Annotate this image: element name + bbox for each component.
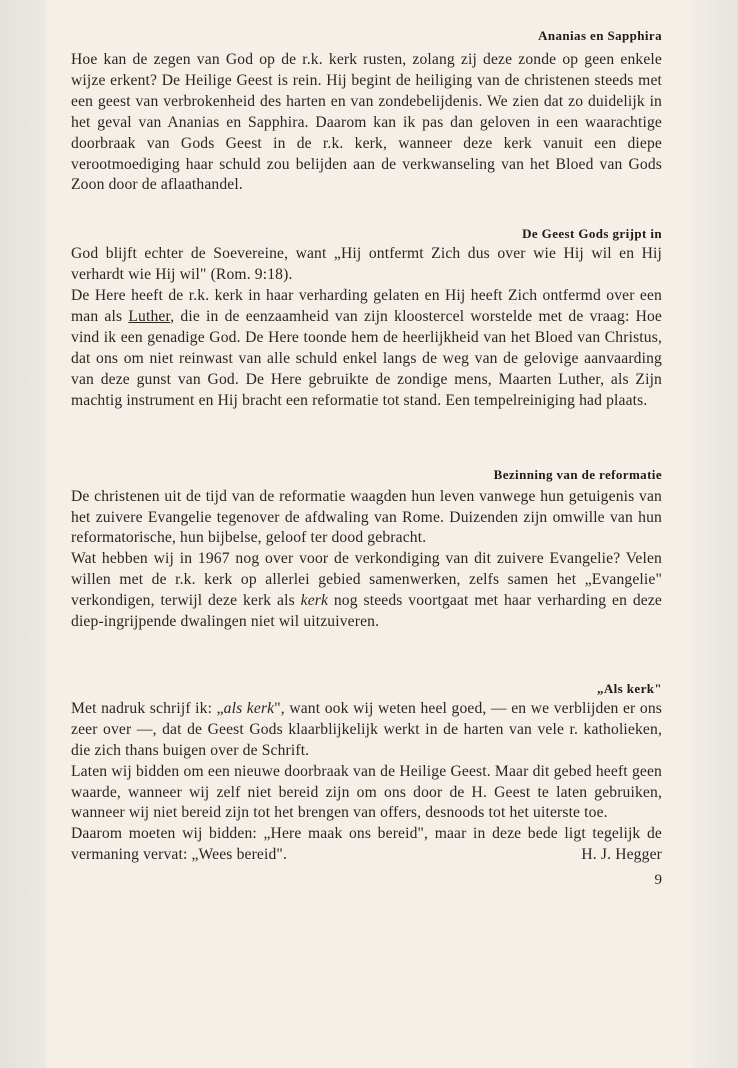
page-content: [71, 28, 662, 889]
paragraph: Hoe kan de zegen van God op de r.k. kerk rusten, zolang zij deze zonde op geen enkele wijze erkent? De Heilige Geest is rein. Hij begint de heiliging van de christenen steeds met een geest van verbrokenheid des harten en van zondebelijdenis. We zien dat zo duidelijk in het geval van Ananias en Sapphira. Daarom kan ik pas dan geloven in een waarachtige doorbraak van Gods Geest in de r.k. kerk, wanneer deze kerk vanuit een diepe verootmoediging haar schuld zou belijden aan de verkwanseling van het Bloed van Gods Zoon door de aflaathandel.: [71, 51, 662, 194]
page-number: 9: [654, 872, 662, 889]
author-signature: H. J. Hegger: [581, 846, 662, 864]
paragraph: De Here heeft de r.k. kerk in haar verharding gelaten en Hij heeft Zich ontfermd over een man als Luther, die in de eenzaamheid van zijn kloostercel worstelde met de vraag: Hoe vind ik een genadige God. De Here toonde hem de heerlijkheid van het Bloed van Christus, dat ons om niet reinwast van alle schuld enkel langs de weg van de gelovige aanvaarding van deze gunst van God. De Here gebruikte de zondige mens, Maarten Luther, als Zijn machtig instrument en Hij bracht een reformatie tot stand. Een tempelreiniging had plaats.: [71, 287, 663, 409]
italic-word: kerk: [300, 592, 329, 610]
section-heading-als-kerk: „Als kerk": [596, 680, 662, 696]
page-margin-left: [0, 0, 46, 1068]
section-heading-geest-gods: De Geest Gods grijpt in: [522, 226, 662, 242]
section-heading-bezinning: Bezinning van de reformatie: [493, 466, 662, 482]
page-margin-right: [692, 0, 738, 1068]
paragraph: De christenen uit de tijd van de reformatie waagden hun leven vanwege hun getuigenis van het zuivere Evangelie tegenover de afdwaling van Rome. Duizenden zijn omwille van hun reformatorische, hun bijbelse, geloof ter dood gebracht.: [71, 487, 662, 547]
paragraph: Wat hebben wij in 1967 nog over voor de verkondiging van dit zuivere Evangelie? Velen willen met de r.k. kerk op allerlei gebied samenwerken, zelfs samen het „Evangelie" verkondigen, terwijl deze kerk als kerk nog steeds voortgaat met haar verharding en deze diep-ingrijpende dwalingen niet wil uitzuiveren.: [71, 550, 662, 631]
section-body-bezinning: [71, 487, 662, 633]
section-body-geest-gods: [71, 244, 662, 411]
paragraph: God blijft echter de Soevereine, want „Hij ontfermt Zich dus over wie Hij wil en Hij verhardt wie Hij wil" (Rom. 9:18).: [71, 245, 662, 284]
paragraph: Met nadruk schrijf ik: „als kerk", want ook wij weten heel goed, — en we verblijden er ons zeer over —, dat de Geest Gods klaarblijkelijk werkt in de harten van vele r. katholieken, die zich thans buigen over de Schrift.: [71, 699, 662, 759]
section-body-ananias: [71, 50, 662, 196]
section-body-als-kerk: [71, 699, 662, 866]
italic-phrase: als kerk: [223, 699, 275, 717]
document-page: [46, 0, 692, 1068]
paragraph-with-signature: Daarom moeten wij bidden: „Here maak ons bereid", maar in deze bede ligt tegelijk de vermaning vervat: „Wees bereid". H. J. Hegger: [71, 824, 662, 866]
section-heading-ananias: Ananias en Sapphira: [538, 28, 662, 43]
paragraph: Laten wij bidden om een nieuwe doorbraak van de Heilige Geest. Maar dit gebed heeft geen waarde, wanneer wij zelf niet bereid zijn om ons door de H. Geest te laten gebruiken, wanneer wij niet bereid zijn tot het brengen van offers, desnoods tot het uiterste toe.: [71, 762, 662, 822]
underlined-word: Luther: [128, 308, 171, 326]
